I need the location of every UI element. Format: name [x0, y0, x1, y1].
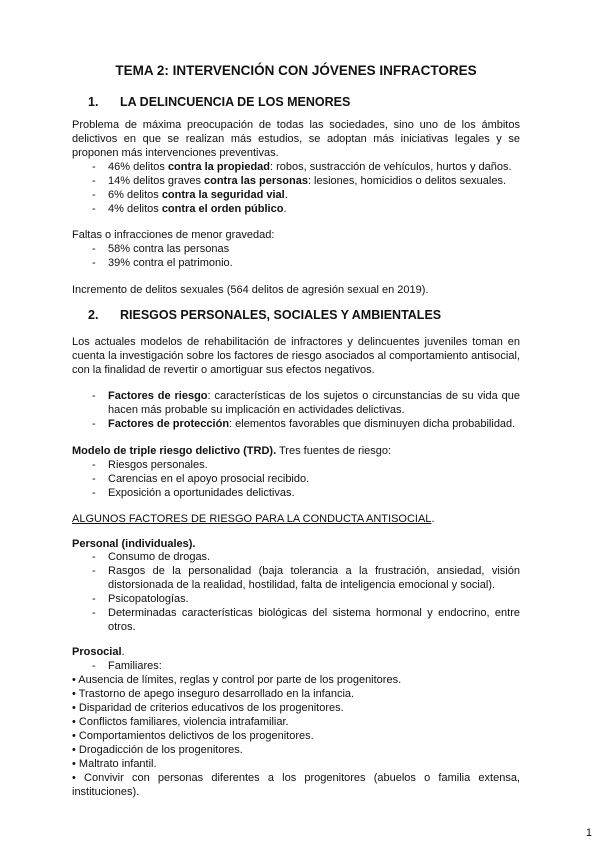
list-item: - Factores de riesgo: características de los sujetos o circunstancias de su vida que hacen más probable su implicación en actividades delictivas. — [72, 389, 520, 417]
section-1-number: 1. — [88, 95, 99, 109]
list-item: - Determinadas características biológicas del sistema hormonal y endocrino, entre otros. — [72, 606, 520, 634]
factores-list — [72, 389, 520, 431]
personal-list — [72, 550, 520, 634]
page-title: TEMA 2: INTERVENCIÓN CON JÓVENES INFRACTORES — [115, 63, 477, 78]
list-item: - 14% delitos graves contra las personas: lesiones, homicidios o delitos sexuales. — [72, 174, 520, 188]
section-2-number: 2. — [88, 308, 99, 322]
incremento-text: Incremento de delitos sexuales (564 delitos de agresión sexual en 2019). — [72, 284, 429, 296]
trd-heading: Modelo de triple riesgo delictivo (TRD). Tres fuentes de riesgo: — [72, 445, 392, 457]
list-item: - Rasgos de la personalidad (baja tolerancia a la frustración, ansiedad, visión distorsionada de la realidad, hostilidad, falta de inteligencia emocional y social). — [72, 564, 520, 592]
section-1-title: LA DELINCUENCIA DE LOS MENORES — [120, 95, 351, 109]
section-1-intro: Problema de máxima preocupación de todas las sociedades, sino uno de los ámbitos delictivos en que se realizan más estudios, se adoptan más iniciativas legales y se proponen más intervenciones preventivas. — [72, 119, 520, 159]
list-item: - 46% delitos contra la propiedad: robos, sustracción de vehículos, hurtos y daños. — [72, 160, 520, 174]
list-item: - 4% delitos contra el orden público. — [72, 202, 520, 216]
list-item: • Ausencia de límites, reglas y control por parte de los progenitores. — [72, 674, 402, 686]
list-item: - Riesgos personales. — [72, 458, 520, 472]
faltas-list — [72, 242, 520, 270]
list-item: • Disparidad de criterios educativos de los progenitores. — [72, 702, 344, 714]
section-2-intro: Los actuales modelos de rehabilitación de infractores y delincuentes juveniles toman en cuenta la investigación sobre los factores de riesgo asociados al comportamiento antisocial, con la finalidad de revertir o amortiguar sus efectos negativos. — [72, 336, 520, 376]
list-item: - 39% contra el patrimonio. — [72, 256, 520, 270]
list-item: - 58% contra las personas — [72, 242, 520, 256]
list-item: • Comportamientos delictivos de los progenitores. — [72, 730, 314, 742]
section-2-title: RIESGOS PERSONALES, SOCIALES Y AMBIENTALES — [120, 308, 442, 322]
list-item: - Factores de protección: elementos favorables que disminuyen dicha probabilidad. — [72, 417, 520, 431]
section-2-heading — [72, 307, 441, 323]
list-item: - Psicopatologías. — [72, 592, 520, 606]
stats-list — [72, 160, 520, 216]
list-item: • Drogadicción de los progenitores. — [72, 744, 243, 756]
section-1-heading — [72, 94, 350, 110]
page-number: 1 — [585, 827, 592, 839]
prosocial-label: Prosocial. — [72, 646, 125, 658]
list-item: - Consumo de drogas. — [72, 550, 520, 564]
list-item: • Conflictos familiares, violencia intrafamiliar. — [72, 716, 289, 728]
faltas-label: Faltas o infracciones de menor gravedad: — [72, 229, 275, 241]
list-item: • Convivir con personas diferentes a los progenitores (abuelos o familia extensa, instituciones). — [72, 772, 520, 798]
list-item: • Trastorno de apego inseguro desarrollado en la infancia. — [72, 688, 355, 700]
risk-factors-subheading: ALGUNOS FACTORES DE RIESGO PARA LA CONDUCTA ANTISOCIAL. — [72, 513, 435, 525]
list-item: • Maltrato infantil. — [72, 758, 157, 770]
list-item: - Exposición a oportunidades delictivas. — [72, 486, 520, 500]
familiares-list — [72, 659, 520, 799]
personal-label: Personal (individuales). — [72, 538, 196, 550]
trd-list — [72, 458, 520, 500]
familiares-label: - Familiares: — [72, 659, 520, 673]
list-item: - Carencias en el apoyo prosocial recibido. — [72, 472, 520, 486]
list-item: - 6% delitos contra la seguridad vial. — [72, 188, 520, 202]
